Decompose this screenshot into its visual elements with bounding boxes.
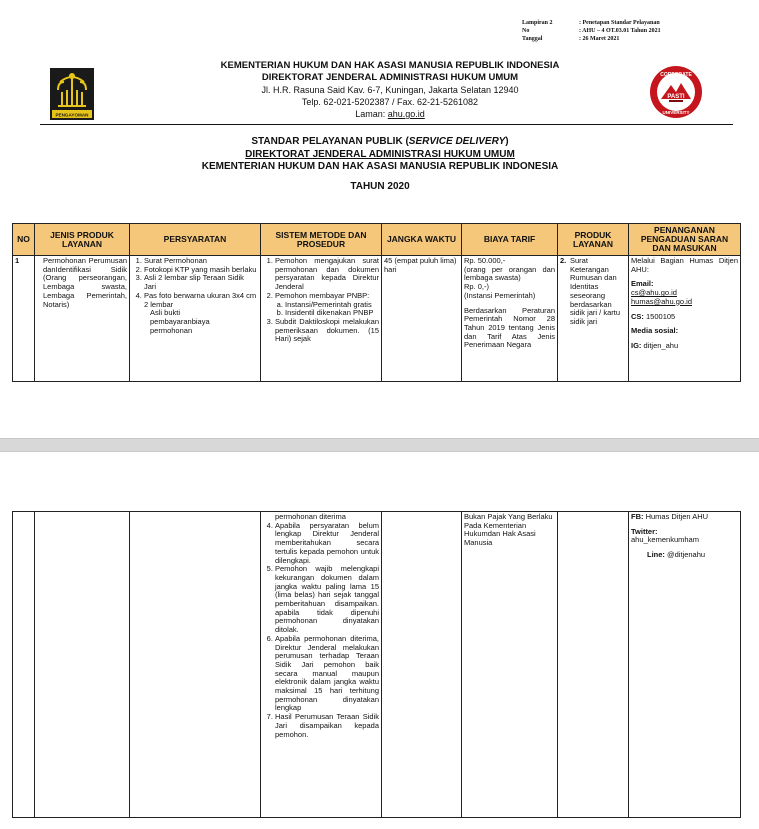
lampiran-value: : AHU – 4 OT.03.01 Tahun 2021	[579, 28, 661, 34]
cell-jenis: Permohonan Perumusan danIdentifikasi Sidik (Orang perseorangan, Lembaga swasta, Lembaga Pemerintah, Notaris)	[35, 256, 130, 382]
persyaratan-tail: Asli bukti pembayaranbiaya permohonan	[150, 308, 210, 335]
letterhead-website	[130, 108, 650, 120]
lampiran-block	[522, 19, 661, 43]
produk-text: Surat Keterangan Rumusan dan Identitas seseorang berdasarkan sidik jari / kartu sidik jari	[570, 256, 621, 326]
cs-label: CS:	[631, 311, 644, 321]
logo-right-text-top: CORPORATE	[660, 72, 692, 78]
biaya-amount: Rp. 0,-)	[464, 282, 490, 292]
col-header-produk: PRODUK LAYANAN	[558, 224, 629, 256]
fb-value: Humas Ditjen AHU	[643, 512, 709, 521]
col-header-persyaratan: PERSYARATAN	[130, 224, 261, 256]
website-link[interactable]: ahu.go.id	[387, 109, 425, 119]
twitter-label: Twitter:	[631, 526, 658, 536]
lampiran-key: No	[522, 28, 530, 34]
letterhead	[130, 60, 650, 120]
cs-line	[631, 313, 738, 322]
list-item: 3. Subdit Daktiloskopi melakukan pemeriksaan dokumen. (15 Hari) sejak	[275, 318, 379, 344]
list-item: 1. Pemohon mengajukan surat permohonan dan dokumen persyaratan kepada Direktur Jenderal	[275, 257, 379, 292]
penanganan-intro: Melalui Bagian Humas Ditjen AHU:	[631, 256, 738, 274]
cell-no	[13, 512, 35, 818]
logo-left-text: PENGAYOMAN	[55, 112, 89, 118]
list-item: 1. Surat Permohonan	[144, 257, 258, 266]
cell-no: 1	[13, 256, 35, 382]
title-line-1-italic: SERVICE DELIVERY	[408, 136, 506, 147]
list-item	[275, 292, 379, 318]
social-media-label: Media sosial:	[631, 326, 679, 336]
title-line-1-a: STANDAR PELAYANAN PUBLIK (	[251, 136, 409, 147]
cell-jangka: 45 (empat puluh lima) hari	[382, 256, 462, 382]
cell-penanganan	[629, 512, 741, 818]
cs-value: 1500105	[643, 311, 676, 321]
table-row	[13, 512, 741, 818]
laman-label: Laman:	[355, 109, 388, 119]
lampiran-value: : 26 Maret 2021	[579, 36, 620, 42]
biaya-legal-basis: Berdasarkan Peraturan Pemerintah Nomor 28 Tahun 2019 tentang Jenis dan Tarif Atas Jenis Penerimaan Negara	[464, 305, 555, 350]
service-standard-table-continued	[12, 511, 741, 818]
twitter-value: ahu_kemenkumham	[631, 535, 699, 545]
title-line-3: KEMENTERIAN HUKUM DAN HAK ASASI MANUSIA REPUBLIK INDONESIA	[201, 161, 559, 173]
table-row	[13, 256, 741, 382]
col-header-biaya: BIAYA TARIF	[462, 224, 558, 256]
title-line-1	[100, 136, 660, 149]
ig-label: IG:	[631, 340, 642, 350]
col-header-jangka: JANGKA WAKTU	[382, 224, 462, 256]
line-value: @ditjenahu	[664, 550, 706, 560]
col-header-penanganan: PENANGANAN PENGADUAN SARAN DAN MASUKAN	[629, 224, 741, 256]
title-line-2: DIREKTORAT JENDERAL ADMINISTRASI HUKUM UMUM	[245, 148, 515, 160]
col-header-jenis: JENIS PRODUK LAYANAN	[35, 224, 130, 256]
cell-prosedur	[261, 512, 382, 818]
logo-right-text-mid: PASTI	[667, 94, 685, 100]
cell-penanganan	[629, 256, 741, 382]
cell-jangka	[382, 512, 462, 818]
title-line-1-c: )	[505, 136, 509, 147]
list-item: 7. Hasil Perumusan Teraan Sidik Jari disampaikan kepada pemohon.	[275, 713, 379, 739]
prosedur-lead: permohonan diterima	[275, 512, 346, 521]
document-title	[100, 136, 660, 193]
letterhead-ministry: KEMENTERIAN HUKUM DAN HAK ASASI MANUSIA REPUBLIK INDONESIA	[220, 60, 560, 71]
lampiran-key: Lampiran 2	[522, 20, 553, 26]
fb-label: FB:	[631, 512, 644, 521]
logo-right-text-bottom: UNIVERSITY	[662, 110, 690, 115]
line-app-line	[631, 551, 738, 560]
produk-number: 2.	[560, 256, 567, 265]
col-header-prosedur: SISTEM METODE DAN PROSEDUR	[261, 224, 382, 256]
cell-biaya: Bukan Pajak Yang Berlaku Pada Kementerian Hukumdan Hak Asasi Manusia	[462, 512, 558, 818]
prosedur-2-text: Pemohon membayar PNBP:	[275, 290, 370, 300]
ig-value: ditjen_ahu	[641, 340, 679, 350]
list-item: 4. Apabila persyaratan belum lengkap Direktur Jenderal memberitahukan secara tertulis kepada pemohon untuk dilengkapi.	[275, 522, 379, 566]
corporate-university-logo-icon	[649, 65, 703, 119]
biaya-note: (orang per orangan dan lembaga swasta)	[464, 264, 555, 283]
table-header-row	[13, 224, 741, 256]
email-label: Email:	[631, 279, 654, 289]
email-link[interactable]: humas@ahu.go.id	[631, 296, 692, 306]
letterhead-directorate: DIREKTORAT JENDERAL ADMINISTRASI HUKUM UMUM	[261, 72, 519, 83]
service-standard-table	[12, 223, 741, 382]
lampiran-key: Tanggal	[522, 36, 543, 42]
cell-persyaratan	[130, 256, 261, 382]
biaya-amount: Rp. 50.000,-	[464, 256, 506, 265]
cell-produk	[558, 512, 629, 818]
letterhead-phone: Telp. 62-021-5202387 / Fax. 62-21-5261082	[301, 97, 479, 107]
cell-jenis	[35, 512, 130, 818]
email-link[interactable]: cs@ahu.go.id	[631, 288, 677, 298]
list-item: 4. Pas foto berwarna ukuran 3x4 cm 2 lembar	[144, 292, 258, 309]
list-item: 3. Asli 2 lembar slip Teraan Sidik Jari	[144, 274, 258, 291]
ig-line	[631, 342, 738, 351]
fb-line	[631, 513, 738, 522]
list-item: a. Instansi/Pemerintah gratis	[285, 301, 379, 310]
cell-produk	[558, 256, 629, 382]
pengayoman-logo-icon	[50, 68, 94, 120]
lampiran-value: : Penetapan Standar Pelayanan	[579, 20, 660, 26]
cell-persyaratan	[130, 512, 261, 818]
list-item: 6. Apabila permohonan diterima, Direktur Jenderal melakukan perumusan terhadap Teraan Sidik Jari pemohon baik secara manual maupun elektronik dalam jangka waktu maksimal 15 hari terhitung permohonan dinyatakan lengkap	[275, 635, 379, 713]
letterhead-address: Jl. H.R. Rasuna Said Kav. 6-7, Kuningan, Jakarta Selatan 12940	[261, 85, 519, 95]
biaya-note: (Instansi Pemerintah)	[464, 290, 536, 300]
list-item: b. Insidentil dikenakan PNBP	[285, 309, 379, 318]
list-item: 2. Fotokopi KTP yang masih berlaku	[144, 266, 258, 275]
cell-biaya	[462, 256, 558, 382]
cell-prosedur	[261, 256, 382, 382]
page-separator	[0, 438, 759, 452]
col-header-no: NO	[13, 224, 35, 256]
letterhead-divider	[40, 124, 733, 125]
line-label: Line:	[647, 550, 665, 560]
title-year: TAHUN 2020	[350, 180, 410, 192]
list-item: 5. Pemohon wajib melengkapi kekurangan dokumen dalam jangka waktu paling lama 15 (lima belas) hari sejak tanggal pemberitahuan disampaikan. apabila tidak dipenuhi permohonan dinyatakan ditolak.	[275, 565, 379, 635]
